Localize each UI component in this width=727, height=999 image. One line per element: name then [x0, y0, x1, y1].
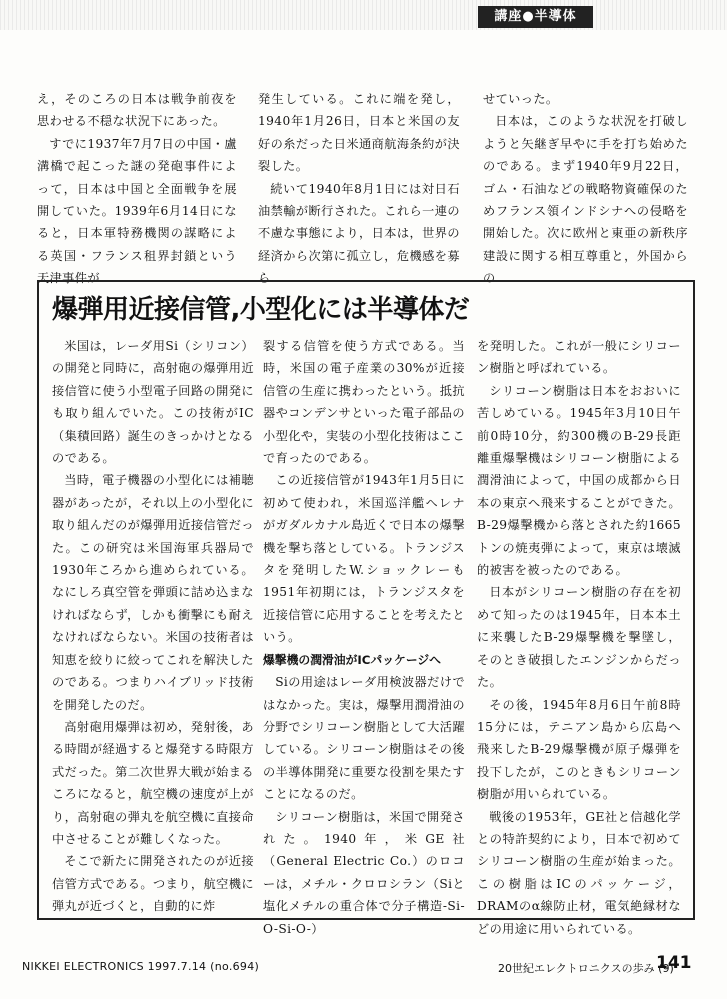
box-column-1 — [52, 335, 254, 918]
paragraph: 当時，電子機器の小型化には補聴器があったが，それ以上の小型化に取り組んだのが爆弾用近接信管だった。この研究は米国海軍兵器局で1930年ころから進められている。なにしろ真空管を弾頭に詰め込まなければならず，しかも衝撃にも耐えなければならない。米国の技術者は知恵を絞りに絞ってこれを解決したのである。つまりハイブリッド技術を開発したのだ。 — [52, 473, 254, 712]
box-column-2 — [263, 335, 465, 940]
paragraph: この近接信管が1943年1月5日に初めて使われ，米国巡洋艦ヘレナがガダルカナル島近くで日本の爆撃機を撃ち落としている。トランジスタを発明したW.ショックレーも1951年初期には，トランジスタを近接信管に応用することを考えたという。 — [263, 473, 465, 645]
top-column-2 — [258, 88, 460, 290]
top-column-3 — [483, 88, 688, 290]
paragraph: 発生している。これに端を発し，1940年1月26日，日本と米国の友好の糸だった日米通商航海条約が決裂した。 — [258, 92, 460, 174]
paragraph: 裂する信管を使う方式である。当時，米国の電子産業の30%が近接信管の生産に携わったという。抵抗器やコンデンサといった電子部品の小型化や，実装の小型化技術はここで育ったのである。 — [263, 339, 465, 466]
series-title: 20世紀エレクトロニクスの歩み (9) — [498, 962, 674, 975]
box-column-3 — [477, 335, 681, 940]
section-tag: 講座●半導体 — [478, 6, 593, 28]
paragraph: すでに1937年7月7日の中国・盧溝橋で起こった謎の発砲事件によって，日本は中国と全面戦争を展開していた。1939年6月14日になると，日本軍特務機関の謀略による英国・フランス租界封鎖という天津事件が — [37, 136, 237, 286]
paragraph: せていった。 — [483, 92, 559, 106]
paragraph: え，そのころの日本は戦争前夜を思わせる不穏な状況下にあった。 — [37, 92, 237, 129]
paragraph: 日本は，このような状況を打破しようと矢継ぎ早やに手を打ち始めたのである。まず1940年9月22日，ゴム・石油などの戦略物資確保のためフランス領インドシナへの侵略を開始した。次に欧州と東亜の新秩序建設に関する相互尊重と，外国からの — [483, 114, 688, 286]
paragraph: その後，1945年8月6日午前8時15分には，テニアン島から広島へ飛来したB-29爆撃機が原子爆弾を投下したが，このときもシリコーン樹脂が用いられている。 — [477, 697, 681, 802]
paragraph: 米国は，レーダ用Si（シリコン）の開発と同時に，高射砲の爆弾用近接信管に使う小型電子回路の開発にも取り組んでいた。この技術がIC（集積回路）誕生のきっかけとなるのである。 — [52, 339, 254, 466]
publication-info: NIKKEI ELECTRONICS 1997.7.14 (no.694) — [22, 960, 260, 973]
paragraph: を発明した。これが一般にシリコーン樹脂と呼ばれている。 — [477, 339, 681, 376]
paragraph: シリコーン樹脂は日本をおおいに苦しめている。1945年3月10日午前0時10分，約300機のB-29長距離重爆撃機はシリコーン樹脂による潤滑油によって，中国の成都から日本の東京へ飛来することができた。B-29爆撃機から落とされた約1665トンの焼夷弾によって，東京は壊滅的被害を被ったのである。 — [477, 383, 681, 578]
paragraph: 続いて1940年8月1日には対日石油禁輸が断行された。これら一連の不慮な事態により，日本は，世界の経済から次第に孤立し，危機感を募ら — [258, 181, 460, 286]
paragraph: 日本がシリコーン樹脂の存在を初めて知ったのは1945年，日本本土に来襲したB-29爆撃機を撃墜し，そのとき破損したエンジンからだった。 — [477, 585, 681, 690]
paragraph: そこで新たに開発されたのが近接信管方式である。つまり，航空機に弾丸が近づくと，自動的に炸 — [52, 854, 254, 914]
top-column-1 — [37, 88, 237, 290]
page-number: 141 — [656, 953, 692, 973]
paragraph: シリコーン樹脂は，米国で開発された。1940年，米GE社（General Electric Co.）のロコーは，メチル・クロロシラン（Siと塩化メチルの重合体で分子構造-Si-O-Si-O-） — [263, 809, 465, 936]
paragraph: 高射砲用爆弾は初め，発射後，ある時間が経過すると爆発する時限方式だった。第二次世界大戦が始まるころになると，航空機の速度が上がり，高射砲の弾丸を航空機に直接命中させることが難しくなった。 — [52, 719, 254, 846]
scan-noise-band — [0, 0, 727, 30]
subheading: 爆撃機の潤滑油がICパッケージへ — [263, 652, 441, 667]
paragraph: 戦後の1953年，GE社と信越化学との特許契約により，日本で初めてシリコーン樹脂の生産が始まった。この樹脂はICのパッケージ，DRAMのα線防止材，電気絶縁材などの用途に用いられている。 — [477, 809, 681, 936]
paragraph: Siの用途はレーダ用検波器だけではなかった。実は，爆撃用潤滑油の分野でシリコーン樹脂として大活躍している。シリコーン樹脂はその後の半導体開発に重要な役割を果たすことになるのだ。 — [263, 675, 465, 802]
sidebar-title: 爆弾用近接信管,小型化には半導体だ — [52, 295, 470, 325]
